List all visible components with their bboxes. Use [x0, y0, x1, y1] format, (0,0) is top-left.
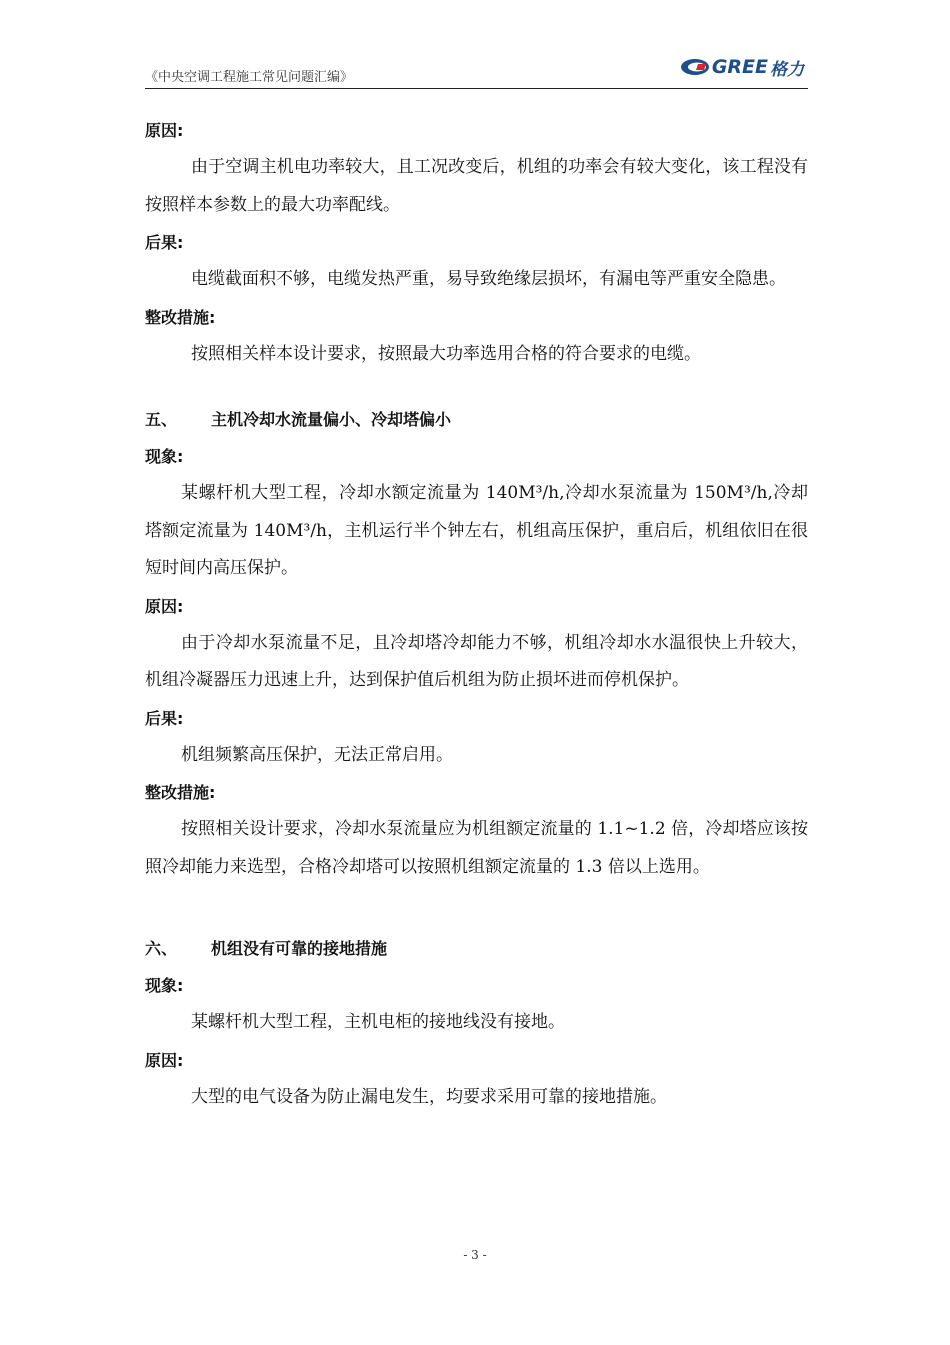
- section-heading: [145, 401, 808, 438]
- phenomenon-paragraph: 某螺杆机大型工程，主机电柜的接地线没有接地。: [191, 1012, 565, 1032]
- cause-paragraph: 大型的电气设备为防止漏电发生，均要求采用可靠的接地措施。: [191, 1086, 667, 1107]
- section-heading: [145, 930, 808, 967]
- logo-chinese-text: 格力: [770, 59, 804, 80]
- phenomenon-label: 现象:: [145, 447, 184, 466]
- gree-logo-icon: [680, 58, 710, 76]
- consequence-label: 后果:: [145, 233, 184, 252]
- fix-label: 整改措施:: [145, 307, 216, 327]
- section-number: 五、: [145, 410, 178, 429]
- fix-label: 整改措施:: [145, 783, 216, 802]
- phenomenon-label: 现象:: [145, 976, 184, 995]
- cause-label: 原因:: [145, 121, 184, 140]
- section-title: 机组没有可靠的接地措施: [211, 939, 388, 958]
- section-title: 主机冷却水流量偏小、冷却塔偏小: [211, 410, 452, 429]
- document-body: [145, 112, 808, 1116]
- gree-logo: [680, 54, 804, 80]
- consequence-label: 后果:: [145, 708, 184, 728]
- consequence-paragraph: 机组频繁高压保护，无法正常启用。: [181, 744, 453, 765]
- cause-paragraph: 由于空调主机电功率较大，且工况改变后，机组的功率会有较大变化，该工程没有按照样本参数上的最大功率配线。: [145, 157, 808, 215]
- page-header: [145, 52, 808, 89]
- document-title: 《中央空调工程施工常见问题汇编》: [145, 70, 354, 85]
- cause-paragraph: 由于冷却水泵流量不足，且冷却塔冷却能力不够，机组冷却水水温很快上升较大，机组冷凝器压力迅速上升，达到保护值后机组为防止损坏进而停机保护。: [145, 632, 808, 690]
- fix-paragraph: 按照相关设计要求，冷却水泵流量应为机组额定流量的 1.1~1.2 倍，冷却塔应该按照冷却能力来选型，合格冷却塔可以按照机组额定流量的 1.3 倍以上选用。: [145, 819, 808, 877]
- section-number: 六、: [145, 939, 178, 958]
- fix-paragraph: 按照相关样本设计要求，按照最大功率选用合格的符合要求的电缆。: [191, 343, 701, 364]
- consequence-paragraph: 电缆截面积不够，电缆发热严重，易导致绝缘层损坏，有漏电等严重安全隐患。: [191, 269, 786, 289]
- page-number: - 3 -: [463, 1248, 487, 1262]
- logo-text: GREE: [711, 56, 768, 78]
- cause-label: 原因:: [145, 1050, 184, 1070]
- phenomenon-paragraph: 某螺杆机大型工程，冷却水额定流量为 140M³/h,冷却水泵流量为 150M³/h,冷却塔额定流量为 140M³/h，主机运行半个钟左右，机组高压保护，重启后，机组依旧在很短时间内高压保护。: [145, 483, 808, 578]
- cause-label: 原因:: [145, 596, 184, 616]
